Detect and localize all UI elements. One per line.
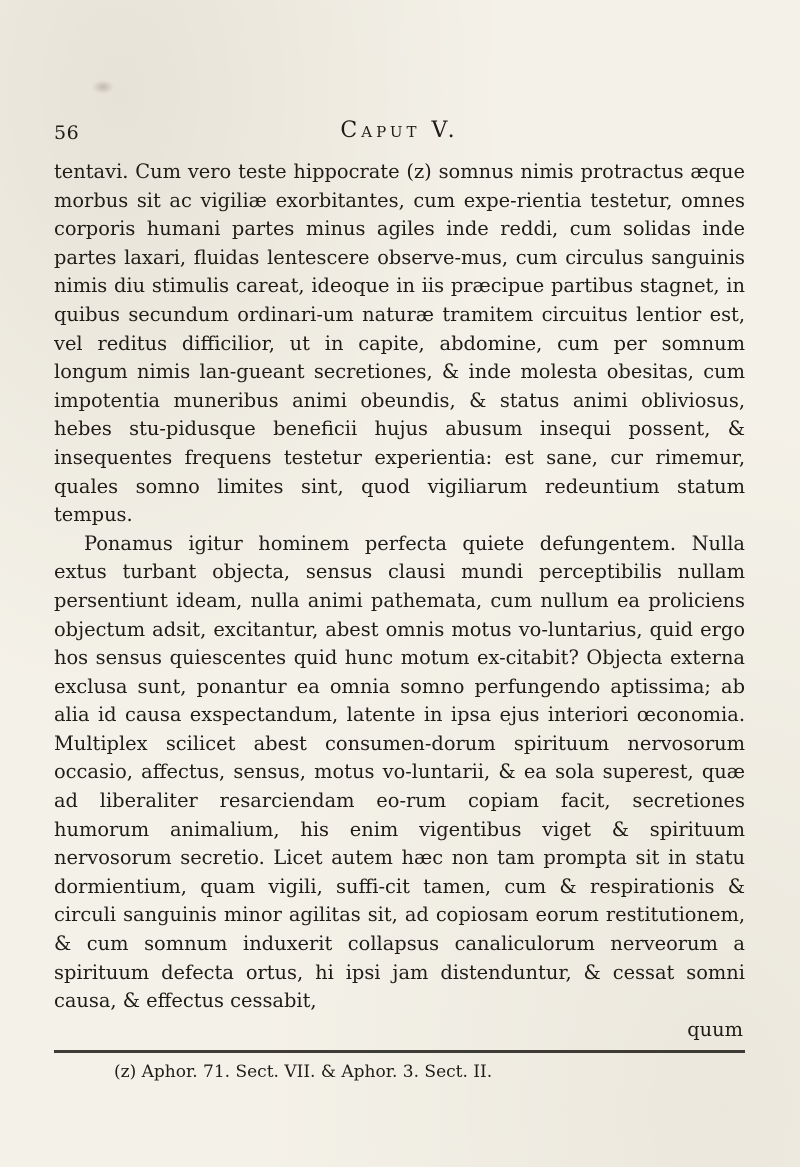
- body-text: [54, 158, 745, 1044]
- paragraph: tentavi. Cum vero teste hippocrate (z) somnus nimis protractus æque morbus sit ac vigiliæ exorbitantes, cum expe-rientia testetur, omnes corporis humani partes minus agiles inde reddi, cum solidas inde partes laxari, fluidas lentescere observe-mus, cum circulus sanguinis nimis diu stimulis careat, ideoque in iis præcipue partibus stagnet, in quibus secundum ordinari-um naturæ tramitem circuitus lentior est, vel reditus difficilior, ut in capite, abdomine, cum per somnum longum nimis lan-gueant secretiones, & inde molesta obesitas, cum impotentia muneribus animi obeundis, & status animi obliviosus, hebes stu-pidusque beneficii hujus abusum insequi possent, & insequentes frequens testetur experientia: est sane, cur rimemur, quales somno limites sint, quod vigiliarum redeuntium statum tempus.: [54, 160, 745, 527]
- footnote-rule: [54, 1050, 745, 1053]
- page-header: [54, 118, 745, 152]
- paragraph: Ponamus igitur hominem perfecta quiete defungentem. Nulla extus turbant objecta, sensus clausi mundi perceptibilis nullam persentiunt ideam, nulla animi pathemata, cum nullum ea proliciens objectum adsit, excitantur, abest omnis motus vo-luntarius, quid ergo hos sensus quiescentes quid hunc motum ex-citabit? Objecta externa exclusa sunt, ponantur ea omnia somno perfungendo aptissima; ab alia id causa exspectandum, latente in ipsa ejus interiori œconomia. Multiplex scilicet abest consumen-dorum spirituum nervosorum occasio, affectus, sensus, motus vo-luntarii, & ea sola superest, quæ ad liberaliter resarciendam eo-rum copiam facit, secretiones humorum animalium, his enim vigentibus viget & spirituum nervosorum secretio. Licet autem hæc non tam prompta sit in statu dormientium, quam vigili, suffi-cit tamen, cum & respirationis & circuli sanguinis minor agilitas sit, ad copiosam eorum restitutionem, & cum somnum induxerit collapsus canaliculorum nerveorum a spirituum defecta ortus, hi ipsi jam distenduntur, & cessat somni causa, & effectus cessabit,: [54, 531, 745, 1013]
- footnote: (z) Aphor. 71. Sect. VII. & Aphor. 3. Sect. II.: [114, 1062, 493, 1082]
- ink-smudge: [92, 80, 114, 94]
- catchword: quum: [687, 1017, 743, 1041]
- page-number: 56: [54, 122, 80, 144]
- running-head: Caput V.: [340, 118, 459, 143]
- catchword-line: [54, 1016, 745, 1045]
